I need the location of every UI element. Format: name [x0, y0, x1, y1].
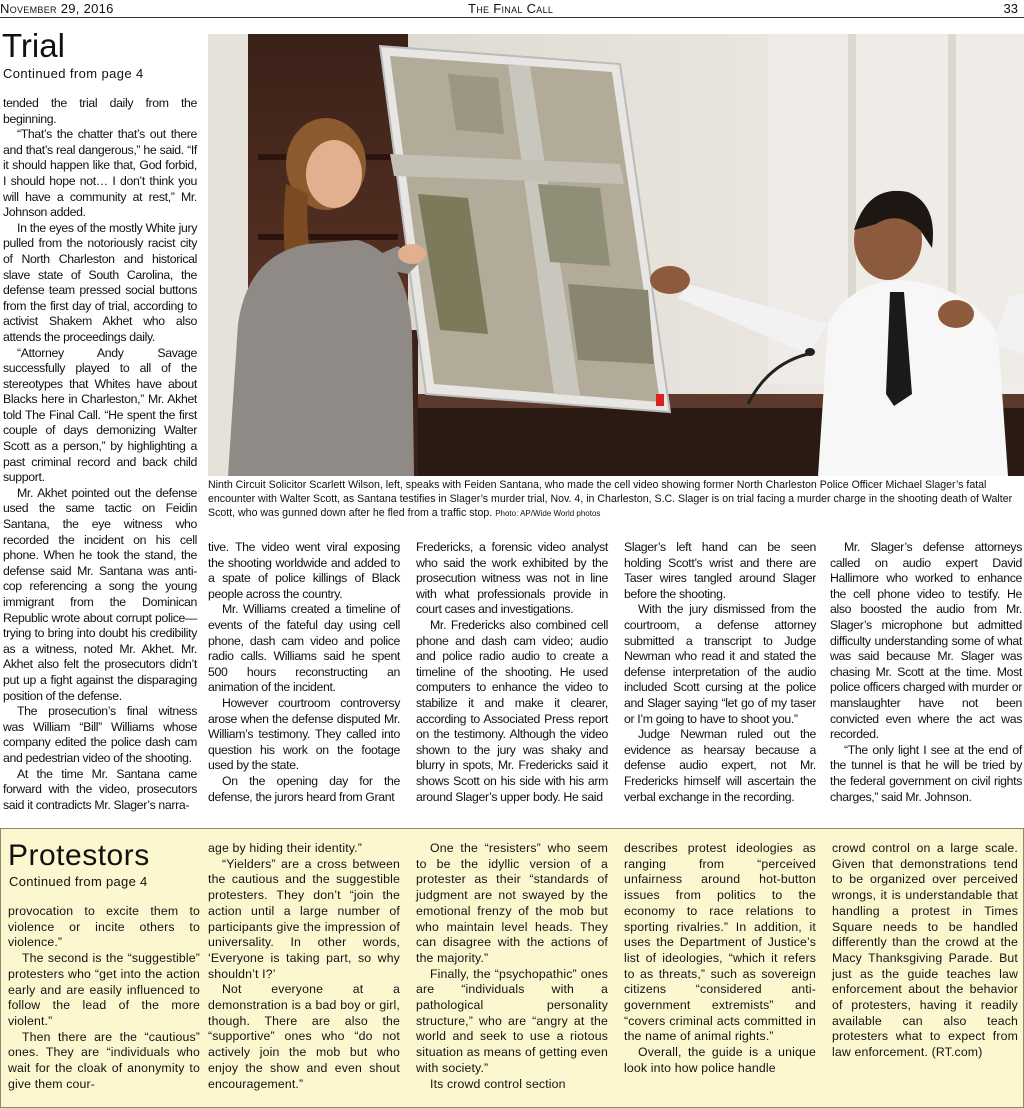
courtroom-photo [208, 34, 1024, 476]
trial-continued: Continued from page 4 [3, 66, 144, 81]
paragraph: Judge Newman ruled out the evidence as hearsay because a defense audio expert, not Mr. Fredericks himself will ascertain the verbal exchange in the recording. [624, 727, 816, 804]
issue-date: November 29, 2016 [0, 1, 114, 16]
paragraph: Then there are the “cautious” ones. They are “individuals who wait for the cloak of anonymity to give them cour- [8, 1029, 200, 1091]
protestors-column-4 [624, 841, 816, 1077]
paragraph: provocation to excite them to violence or incite others to violence.” [8, 904, 200, 950]
protestors-title: Protestors [8, 839, 150, 872]
paragraph: “Yielders” are a cross between the cautious and the suggestible protesters. They don’t “join the action until a large number of participants give the impression of universality. In other words, ‘Everyone is taking part, so why shouldn’t I?’ [208, 856, 400, 981]
paragraph: Fredericks, a forensic video analyst who said the work exhibited by the prosecution witness was not in line with what professionals provide in court cases and investigations. [416, 540, 608, 617]
paragraph: “Attorney Andy Savage successfully played to all of the stereotypes that Whites have about Blacks here in Charleston,” Mr. Akhet told The Final Call. “He spent the first couple of days demonizing Walter Scott as a person,” by highlighting a past criminal record and back child support. [3, 345, 197, 485]
trial-title: Trial [2, 27, 65, 64]
photo-caption [208, 479, 1022, 520]
photo-credit: Photo: AP/Wide World photos [495, 508, 601, 518]
paragraph: age by hiding their identity.” [208, 841, 362, 855]
paragraph: Not everyone at a demonstration is a bad boy or girl, though. There are also the “supportive” ones who “do not actively join the mob but who enjoy the show and even shout encouragement.” [208, 982, 400, 1091]
paragraph: crowd control on a large scale. Given that demonstrations tend to be organized over perceived wrongs, it is understandable that handling a protest in Times Square needs to be handled differently than the crowd at the Macy Thanksgiving Parade. But just as the guide teaches law enforcement about the behavior of protesters, having it readily available can also teach protesters what to expect from law enforcement. (RT.com) [832, 841, 1018, 1060]
paragraph: Mr. Williams created a timeline of events of the fateful day using cell phone, dash cam video and police radio calls. Williams said he spent 500 hours reconstructing an animation of the incident. [208, 602, 400, 695]
paragraph: With the jury dismissed from the courtroom, a defense attorney submitted a transcript to Judge Newman who read it and stated the defense interpretation of the audio included Scott cursing at the police and Slager saying “let go of my taser or I’m going to have to shoot you.” [624, 602, 816, 726]
protestors-column-3 [416, 841, 608, 1092]
paragraph: tended the trial daily from the beginning. [3, 96, 197, 126]
courtroom-photo-illustration [208, 34, 1024, 476]
page-header [0, 0, 1024, 18]
paragraph: Mr. Akhet pointed out the defense used the same tactic on Feidin Santana, the eye witness who recorded the incident on his cell phone. When he took the stand, the defense said Mr. Santana was anti-cop referencing a song the young immigrant from the Dominican Republic wrote about corrupt police—trying to bring into doubt his credibility as a witness, noted Mr. Akhet. Mr. Akhet also felt the prosecutors didn’t put up a fight against the disparaging position of the defense. [3, 485, 197, 703]
paragraph: “The only light I see at the end of the tunnel is that he will be tried by the federal government on civil rights charges,” said Mr. Johnson. [830, 742, 1022, 804]
paragraph: tive. The video went viral exposing the shooting worldwide and added to a spate of police killings of Black people across the country. [208, 540, 400, 601]
paragraph: describes protest ideologies as ranging from “perceived unfairness around hot-button issues from politics to the economy to race relations to sporting rivalries.” In addition, it uses the Department of Justice’s list of ideologies, “which it refers to as threats,” such as sovereign citizens “considered anti-government extremists” and “covers criminal acts committed in the name of animal rights.” [624, 841, 816, 1044]
photo-caption-text: Ninth Circuit Solicitor Scarlett Wilson, left, speaks with Feiden Santana, who made the cell video showing former North Charleston Police Officer Michael Slager’s fatal encounter with Walter Scott, as Santana testifies in Slager’s murder trial, Nov. 4, in Charleston, S.C. Slager is on trial facing a murder charge in the shooting death of Walter Scott, who was gunned down after he fled from a traffic stop. [208, 479, 1013, 519]
paragraph: Finally, the “psychopathic” ones are “individuals with a pathological personality structure,” who are “angry at the world and seek to use a riotous situation as means of getting even with society.” [416, 966, 608, 1075]
paragraph: On the opening day for the defense, the jurors heard from Grant [208, 773, 400, 804]
paragraph: “That’s the chatter that’s out there and that’s real dangerous,” he said. “If it should happen like that, God forbid, I should hope not… I don’t think you will have a community at rest,” Mr. Johnson added. [3, 127, 197, 220]
protestors-column-1 [8, 904, 200, 1092]
protestors-column-2 [208, 841, 400, 1092]
protestors-continued: Continued from page 4 [9, 874, 148, 889]
protestors-column-5 [832, 841, 1018, 1061]
trial-column-5 [830, 540, 1022, 805]
paragraph: Mr. Fredericks also combined cell phone and dash cam video; audio and police radio audio to create a timeline of the shooting. He used computers to enhance the video to stabilize it and make it clearer, according to Associated Press report on the testimony. Although the video shown to the jury was shaky and blurry in spots, Mr. Fredericks said it shows Scott on his side with his arm around Slager’s upper body. He said [416, 617, 608, 804]
paragraph: One the “resisters” who seem to be the idyllic version of a protester as their “standards of judgment are not swayed by the emotional frenzy of the mob but who maintain level heads. They can disagree with the actions of the majority.” [416, 841, 608, 965]
paragraph: Slager’s left hand can be seen holding Scott’s wrist and there are Taser wires tangled around Slager before the shooting. [624, 540, 816, 601]
paragraph: Mr. Slager’s defense attorneys called on audio expert David Hallimore who worked to enhance the cell phone video to testify. He also boosted the audio from Mr. Slager’s microphone but admitted difficulty understanding some of what was said because Mr. Slager was chasing Mr. Scott at the time. Most police officers charged with murder or manslaughter have not been convicted even where the act was recorded. [830, 540, 1022, 742]
trial-column-4 [624, 540, 816, 805]
trial-column-3 [416, 540, 608, 805]
paragraph: The second is the “suggestible” protesters who “get into the action early and are easily influenced to follow the lead of the more violent.” [8, 951, 200, 1028]
paragraph: In the eyes of the mostly White jury pulled from the notoriously racist city of North Charleston and historical slave state of South Carolina, the defense team pressed social buttons from the first day of trial, according to activist Shakem Akhet who also attends the proceedings daily. [3, 220, 197, 344]
paragraph: Overall, the guide is a unique look into how police handle [624, 1045, 816, 1075]
page-number: 33 [1003, 1, 1018, 16]
paragraph: At the time Mr. Santana came forward with the video, prosecutors said it contradicts Mr. Slager’s narra- [3, 766, 197, 812]
trial-column-2 [208, 540, 400, 805]
paper-name: The Final Call [468, 1, 554, 16]
paragraph: The prosecution’s final witness was William “Bill” Williams whose company edited the police dash cam and pedestrian video of the shooting. [3, 704, 197, 765]
trial-column-1 [3, 96, 197, 813]
paragraph: However courtroom controversy arose when the defense disputed Mr. William’s testimony. They called into question his work on the footage used by the state. [208, 695, 400, 773]
paragraph: Its crowd control section [430, 1076, 566, 1091]
